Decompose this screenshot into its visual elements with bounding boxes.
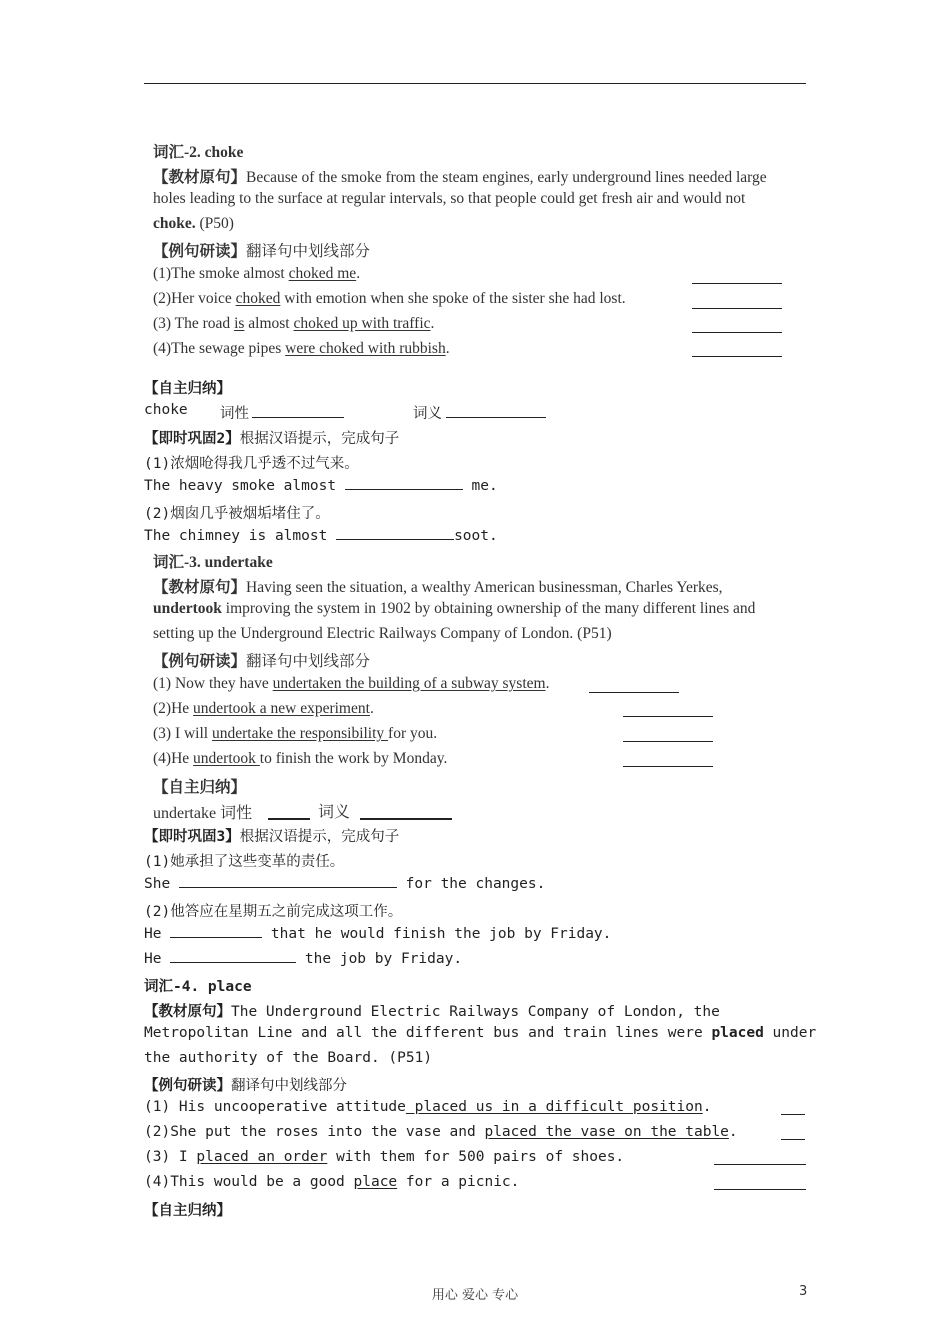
consolidation-heading [144, 427, 399, 448]
consolidation-label: 【即时巩固3】 [144, 829, 240, 845]
example-study-heading [144, 1074, 347, 1095]
part-of-speech-blank[interactable] [252, 417, 344, 418]
textbook-sentence-line: 【教材原句】Having seen the situation, a wealthy American businessman, Charles Yerkes, [153, 579, 723, 596]
page-number: 3 [799, 1284, 808, 1299]
example-sentence: (4)The sewage pipes were choked with rubbish. [153, 340, 450, 357]
section-title-choke: 词汇-2. choke [153, 144, 244, 161]
answer-blank[interactable] [345, 477, 463, 490]
answer-blank[interactable] [589, 692, 679, 693]
underlined-phrase: placed an order [196, 1149, 328, 1165]
example-study-instruction: 翻译句中划线部分 [231, 1078, 347, 1094]
answer-blank[interactable] [623, 766, 713, 767]
textbook-sentence-line [153, 215, 234, 233]
underlined-phrase: placed the vase on the table [484, 1124, 729, 1140]
part-of-speech-label: 词性 [220, 803, 253, 822]
textbook-sentence-line: setting up the Underground Electric Railways Company of London. (P51) [153, 625, 612, 642]
example-sentence: (2)Her voice choked with emotion when she spoke of the sister she had lost. [153, 290, 626, 307]
example-study-instruction: 翻译句中划线部分 [246, 653, 371, 670]
completion-sentence: He the job by Friday. [144, 951, 463, 967]
answer-blank[interactable] [781, 1139, 805, 1140]
example-sentence: (3) I will undertake the responsibility for you. [153, 725, 438, 742]
summary-word: choke [144, 402, 188, 418]
example-sentence: (1) His uncooperative attitude placed us in a difficult position. [144, 1099, 712, 1115]
example-sentence: (4)He undertook to finish the work by Monday. [153, 750, 448, 767]
page-footer: 用心 爱心 专心 [431, 1288, 519, 1303]
example-sentence: (2)He undertook a new experiment. [153, 700, 374, 717]
textbook-sentence-line: holes leading to the surface at regular intervals, so that people could get fresh air and would not [153, 190, 746, 207]
chinese-prompt: (1)她承担了这些变革的责任。 [144, 854, 345, 870]
underlined-phrase: undertook [193, 750, 260, 767]
example-study-label: 【例句研读】 [153, 243, 247, 260]
answer-blank[interactable] [623, 716, 713, 717]
consolidation-label: 【即时巩固2】 [144, 431, 240, 447]
section-title-undertake: 词汇-3. undertake [153, 554, 273, 571]
section-title-place: 词汇-4. place [144, 979, 252, 995]
textbook-sentence-label: 【教材原句】 [153, 579, 247, 596]
answer-blank[interactable] [714, 1189, 806, 1190]
consolidation-instruction: 根据汉语提示，完成句子 [239, 431, 400, 447]
completion-sentence: He that he would finish the job by Friday. [144, 926, 612, 942]
meaning-label: 词义 [413, 406, 442, 422]
example-study-instruction: 翻译句中划线部分 [246, 243, 371, 260]
example-sentence: (2)She put the roses into the vase and placed the vase on the table. [144, 1124, 738, 1140]
self-summary-label: 【自主归纳】 [144, 1203, 231, 1219]
answer-blank[interactable] [714, 1164, 806, 1165]
keyword: undertook [153, 600, 222, 617]
answer-blank[interactable] [170, 950, 296, 963]
completion-sentence: The heavy smoke almost me. [144, 478, 498, 494]
underlined-phrase: were choked with rubbish [285, 340, 446, 357]
underlined-phrase: undertaken the building of a subway system [272, 675, 546, 692]
chinese-prompt: (2)他答应在星期五之前完成这项工作。 [144, 904, 403, 920]
example-sentence: (1) Now they have undertaken the building of a subway system. [153, 675, 550, 692]
chinese-prompt: (2)烟囱几乎被烟垢堵住了。 [144, 506, 330, 522]
textbook-sentence-line: 【教材原句】The Underground Electric Railways Company of London, the [144, 1004, 720, 1020]
underlined-phrase: is [234, 315, 245, 332]
header-rule [144, 83, 806, 84]
answer-blank[interactable] [692, 283, 782, 284]
answer-blank[interactable] [781, 1114, 805, 1115]
example-study-label: 【例句研读】 [144, 1078, 231, 1094]
answer-blank[interactable] [692, 332, 782, 333]
textbook-sentence-line: undertook improving the system in 1902 by obtaining ownership of the many different lines and [153, 600, 756, 617]
underlined-phrase: undertake the responsibility [211, 725, 389, 742]
answer-blank[interactable] [179, 875, 397, 888]
example-sentence: (1)The smoke almost choked me. [153, 265, 361, 282]
example-sentence: (3) I placed an order with them for 500 pairs of shoes. [144, 1149, 625, 1165]
textbook-sentence-label: 【教材原句】 [144, 1004, 231, 1020]
chinese-prompt: (1)浓烟呛得我几乎透不过气来。 [144, 456, 359, 472]
page-reference: (P50) [195, 215, 234, 232]
example-study-heading [153, 239, 370, 261]
meaning-label: 词义 [318, 802, 351, 821]
example-study-label: 【例句研读】 [153, 653, 247, 670]
example-study-heading [153, 649, 370, 671]
underlined-phrase: choked me [288, 265, 357, 282]
answer-blank[interactable] [623, 741, 713, 742]
self-summary-label: 【自主归纳】 [144, 381, 231, 397]
textbook-sentence-line: Metropolitan Line and all the different bus and train lines were placed under [144, 1025, 817, 1041]
summary-line [153, 800, 252, 823]
part-of-speech-label: 词性 [220, 406, 249, 422]
textbook-sentence-label: 【教材原句】 [153, 169, 247, 186]
meaning-blank[interactable] [360, 818, 452, 820]
answer-blank[interactable] [692, 308, 782, 309]
textbook-sentence-text: Because of the smoke from the steam engines, early underground lines needed large [246, 169, 767, 186]
consolidation-instruction: 根据汉语提示，完成句子 [239, 829, 400, 845]
keyword: choke. [153, 215, 196, 232]
example-sentence: (3) The road is almost choked up with traffic. [153, 315, 435, 332]
completion-sentence: She for the changes. [144, 876, 546, 892]
underlined-phrase: place [353, 1174, 398, 1190]
completion-sentence: The chimney is almost soot. [144, 528, 498, 544]
answer-blank[interactable] [336, 527, 454, 540]
summary-word: undertake [153, 805, 217, 822]
part-of-speech-blank[interactable] [268, 818, 310, 820]
self-summary-label: 【自主归纳】 [153, 779, 247, 796]
textbook-sentence-line [153, 165, 767, 187]
consolidation-heading [144, 825, 399, 846]
answer-blank[interactable] [170, 925, 262, 938]
underlined-phrase: choked up with traffic [293, 315, 431, 332]
meaning-blank[interactable] [446, 417, 546, 418]
textbook-sentence-line: the authority of the Board. (P51) [144, 1050, 433, 1066]
underlined-phrase: choked [235, 290, 281, 307]
keyword: placed [711, 1025, 764, 1041]
example-sentence: (4)This would be a good place for a picnic. [144, 1174, 520, 1190]
answer-blank[interactable] [692, 356, 782, 357]
underlined-phrase: undertook a new experiment [193, 700, 370, 717]
underlined-phrase: placed us in a difficult position [405, 1099, 703, 1115]
